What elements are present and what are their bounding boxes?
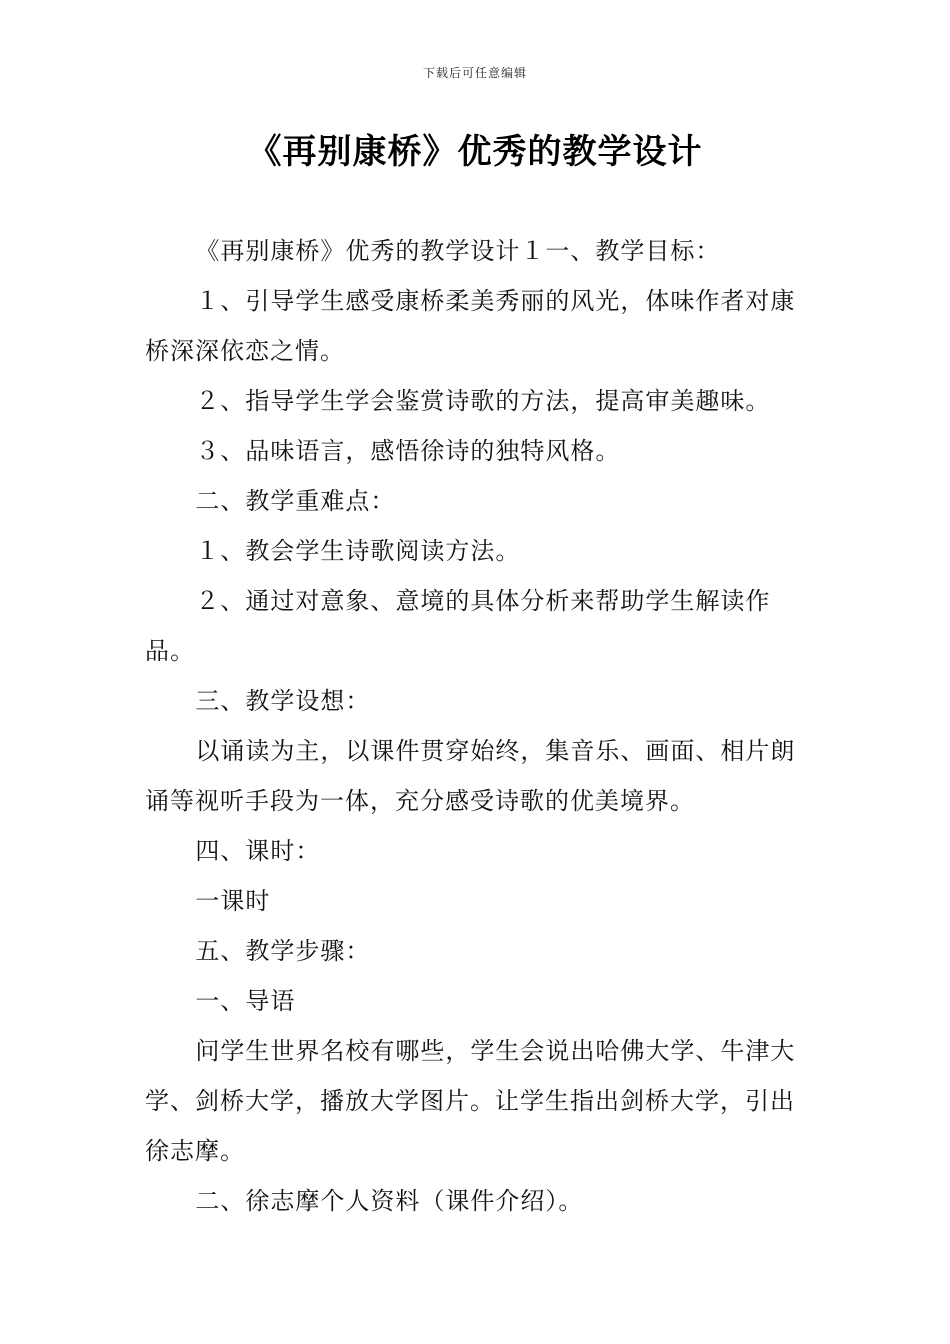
paragraph-key-point-2: ２、通过对意象、意境的具体分析来帮助学生解读作品。 [145, 587, 771, 665]
paragraph-class-hours: 一课时 [195, 887, 271, 915]
heading-teaching-idea: 三、教学设想： [195, 687, 371, 715]
paragraph-objective-1: １、引导学生感受康桥柔美秀丽的风光，体味作者对康桥深深依恋之情。 [145, 287, 796, 365]
paragraph-key-point-1: １、教会学生诗歌阅读方法。 [195, 537, 521, 565]
header-note: 下载后可任意编辑 [422, 66, 527, 80]
paragraph-objective-2: ２、指导学生学会鉴赏诗歌的方法，提高审美趣味。 [195, 387, 771, 415]
heading-class-hours: 四、课时： [195, 837, 321, 865]
heading-teaching-steps: 五、教学步骤： [195, 937, 371, 965]
paragraph-introduction: 问学生世界名校有哪些，学生会说出哈佛大学、牛津大学、剑桥大学，播放大学图片。让学生指出剑桥大学，引出徐志摩。 [145, 1037, 796, 1165]
paragraph-teaching-idea: 以诵读为主，以课件贯穿始终，集音乐、画面、相片朗诵等视听手段为一体，充分感受诗歌的优美境界。 [145, 737, 796, 815]
heading-introduction: 一、导语 [195, 987, 296, 1015]
heading-author-profile: 二、徐志摩个人资料（课件介绍）。 [195, 1187, 584, 1215]
paragraph-objective-3: ３、品味语言，感悟徐诗的独特风格。 [195, 437, 621, 465]
document-body [145, 226, 810, 1226]
document-title: 《再别康桥》优秀的教学设计 [247, 132, 703, 172]
paragraph-intro: 《再别康桥》优秀的教学设计１一、教学目标： [195, 237, 721, 265]
heading-key-points: 二、教学重难点： [195, 487, 396, 515]
